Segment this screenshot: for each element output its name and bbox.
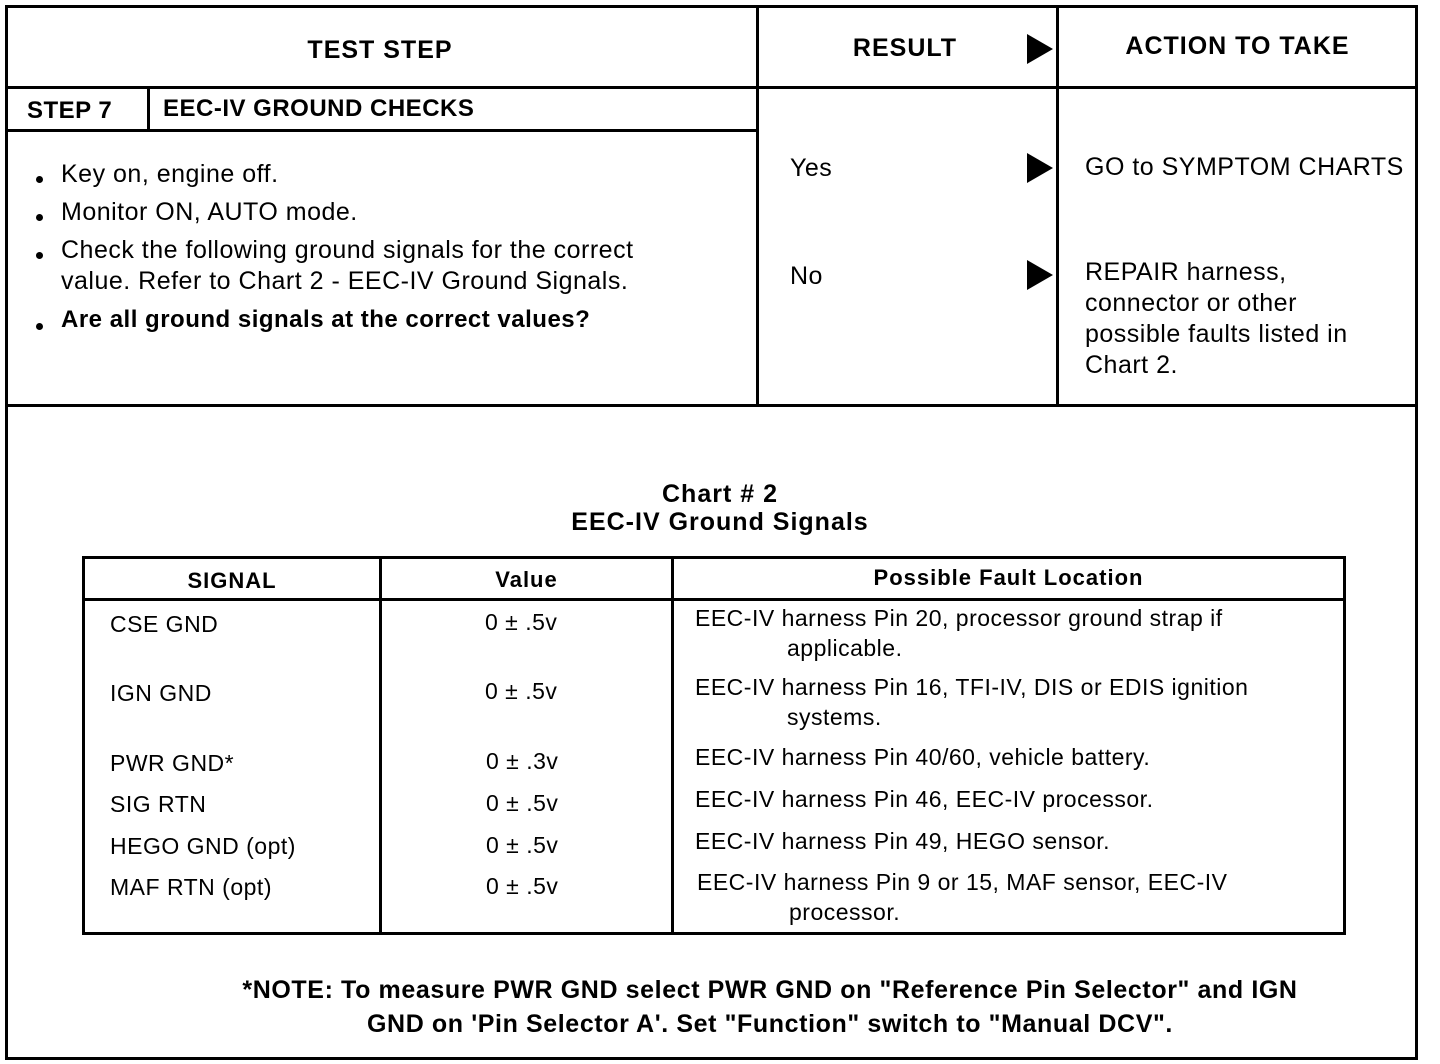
table-row-fault <box>695 784 1153 814</box>
step-bullet-3b: value. Refer to Chart 2 - EEC-IV Ground Signals. <box>61 267 629 295</box>
table-row-value: 0 ± .5v <box>486 790 559 816</box>
header-divider <box>5 86 1418 89</box>
table-row-fault <box>695 742 1150 772</box>
step-question: Are all ground signals at the correct values? <box>61 306 591 333</box>
result-arrow-icon <box>1027 34 1053 64</box>
result-col-divider <box>756 5 759 405</box>
col-header-value: Value <box>495 567 558 592</box>
table-row-value: 0 ± .5v <box>485 678 558 704</box>
fault-line-1: EEC-IV harness Pin 16, TFI-IV, DIS or EDIS ignition <box>695 674 1249 700</box>
table-right <box>1343 556 1346 935</box>
bullet-icon <box>36 323 43 330</box>
table-left <box>82 556 85 935</box>
header-test-step: TEST STEP <box>307 36 453 64</box>
chart-subtitle: EEC-IV Ground Signals <box>571 508 869 536</box>
table-row-value: 0 ± .5v <box>486 873 559 899</box>
table-row-signal: PWR GND* <box>110 750 235 776</box>
fault-line-2: systems. <box>787 704 882 730</box>
table-col-divider-2 <box>671 556 674 935</box>
col-header-fault: Possible Fault Location <box>873 565 1144 590</box>
fault-line-1: EEC-IV harness Pin 20, processor ground strap if <box>695 605 1223 631</box>
action-col-divider <box>1056 5 1059 405</box>
result-yes: Yes <box>790 154 833 182</box>
table-row-signal: HEGO GND (opt) <box>110 833 296 859</box>
frame-top <box>5 5 1418 8</box>
step-bullet-3a: Check the following ground signals for the correct <box>61 236 634 264</box>
step-box-bottom <box>5 129 757 132</box>
table-top <box>82 556 1346 559</box>
table-col-divider-1 <box>379 556 382 935</box>
no-arrow-icon <box>1027 260 1053 290</box>
header-action: ACTION TO TAKE <box>1125 32 1350 60</box>
fault-line-1: EEC-IV harness Pin 40/60, vehicle battery. <box>695 744 1151 770</box>
note-line-1: *NOTE: To measure PWR GND select PWR GND on "Reference Pin Selector" and IGN <box>242 976 1298 1004</box>
action-yes: GO to SYMPTOM CHARTS <box>1085 153 1404 181</box>
table-bottom <box>82 932 1346 935</box>
action-no-line3: possible faults listed in <box>1085 320 1348 348</box>
table-row-value: 0 ± .5v <box>485 609 558 635</box>
fault-line-1: EEC-IV harness Pin 9 or 15, MAF sensor, EEC-IV <box>697 869 1228 895</box>
header-result: RESULT <box>852 34 958 62</box>
bullet-icon <box>36 176 43 183</box>
table-row-signal: CSE GND <box>110 611 219 637</box>
table-row-signal: IGN GND <box>110 680 212 706</box>
bullet-icon <box>36 252 43 259</box>
step-box-divider <box>147 88 150 130</box>
col-header-signal: SIGNAL <box>187 568 277 593</box>
fault-line-1: EEC-IV harness Pin 46, EEC-IV processor. <box>695 786 1154 812</box>
top-section-bottom <box>5 404 1418 407</box>
frame-bottom <box>5 1057 1418 1060</box>
table-row-signal: MAF RTN (opt) <box>110 874 272 900</box>
fault-line-2: processor. <box>789 899 901 925</box>
fault-line-1: EEC-IV harness Pin 49, HEGO sensor. <box>695 828 1111 854</box>
fault-line-2: applicable. <box>787 635 903 661</box>
note-line-2: GND on 'Pin Selector A'. Set "Function" switch to "Manual DCV". <box>367 1010 1173 1038</box>
action-no-line2: connector or other <box>1085 289 1297 317</box>
chart-title: Chart # 2 <box>662 480 778 508</box>
table-row-fault <box>697 867 1227 927</box>
yes-arrow-icon <box>1027 153 1053 183</box>
table-row-fault <box>695 672 1248 732</box>
step-bullet-1: Key on, engine off. <box>61 160 279 188</box>
table-row-value: 0 ± .3v <box>486 748 559 774</box>
step-bullet-2: Monitor ON, AUTO mode. <box>61 198 358 226</box>
bullet-icon <box>36 214 43 221</box>
table-row-fault <box>695 826 1110 856</box>
step-title: EEC-IV GROUND CHECKS <box>163 95 475 122</box>
action-no-line4: Chart 2. <box>1085 351 1178 379</box>
table-row-fault <box>695 603 1223 663</box>
table-row-signal: SIG RTN <box>110 791 207 817</box>
table-header-bottom <box>82 598 1346 601</box>
step-number: STEP 7 <box>27 97 113 124</box>
result-no: No <box>790 262 823 290</box>
table-row-value: 0 ± .5v <box>486 832 559 858</box>
action-no-line1: REPAIR harness, <box>1085 258 1287 286</box>
